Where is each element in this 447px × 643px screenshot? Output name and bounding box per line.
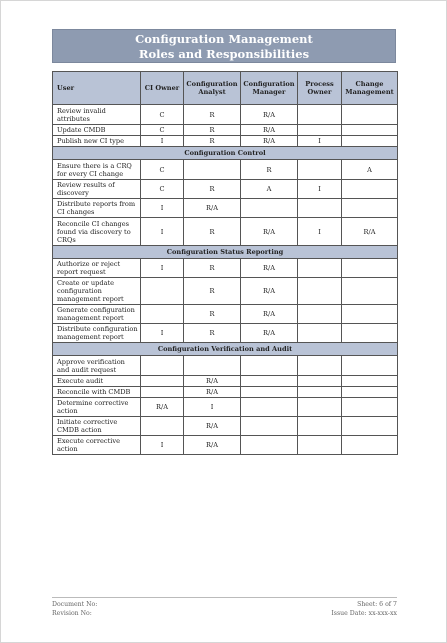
task-cell: Generate configuration management report [53,305,141,324]
table-row [53,356,398,376]
raci-value-cell: R/A [141,398,184,417]
raci-value-cell: I [184,398,241,417]
raci-value-cell: R [184,305,241,324]
raci-value-cell [141,387,184,398]
task-cell: Review results of discovery [53,180,141,199]
table-row [53,398,398,417]
raci-value-cell [141,305,184,324]
raci-value-cell: R/A [241,105,298,125]
header-ci-owner: CI Owner [141,72,184,105]
table-row [53,136,398,147]
task-cell: Distribute configuration management report [53,324,141,343]
task-cell: Initiate corrective CMDB action [53,417,141,436]
table-row [53,387,398,398]
raci-value-cell: R/A [184,199,241,218]
raci-value-cell [241,387,298,398]
raci-value-cell [241,417,298,436]
task-cell: Distribute reports from CI changes [53,199,141,218]
raci-value-cell: A [342,160,398,180]
header-configuration-manager: Configuration Manager [241,72,298,105]
raci-value-cell [298,324,342,343]
raci-value-cell: R/A [184,436,241,455]
raci-value-cell [141,356,184,376]
revision-number: Revision No: [52,610,92,617]
raci-value-cell [342,259,398,278]
raci-value-cell [141,376,184,387]
table-row [53,105,398,125]
raci-value-cell: R/A [241,324,298,343]
raci-value-cell [342,105,398,125]
section-title: Configuration Verification and Audit [53,343,398,356]
raci-value-cell: R/A [241,278,298,305]
raci-value-cell [342,436,398,455]
raci-value-cell [298,387,342,398]
raci-value-cell [342,376,398,387]
raci-value-cell [298,278,342,305]
section-row [53,147,398,160]
raci-table-body [53,105,398,455]
raci-value-cell [342,199,398,218]
raci-value-cell [342,417,398,436]
table-row [53,199,398,218]
raci-value-cell: R [184,324,241,343]
task-cell: Approve verification and audit request [53,356,141,376]
raci-value-cell: R/A [241,218,298,246]
table-row [53,180,398,199]
raci-value-cell [342,356,398,376]
task-cell: Reconcile CI changes found via discovery to CRQs [53,218,141,246]
raci-value-cell: A [241,180,298,199]
raci-value-cell: R/A [184,376,241,387]
header-change-management: Change Management [342,72,398,105]
raci-value-cell [298,398,342,417]
section-row [53,246,398,259]
raci-value-cell: R [184,180,241,199]
raci-value-cell: R/A [241,136,298,147]
raci-value-cell [241,356,298,376]
table-header-row [53,72,398,105]
table-row [53,417,398,436]
section-title: Configuration Status Reporting [53,246,398,259]
raci-value-cell: I [141,324,184,343]
raci-value-cell [342,324,398,343]
raci-value-cell: R [184,278,241,305]
raci-value-cell [241,376,298,387]
raci-value-cell: I [141,259,184,278]
raci-value-cell [298,125,342,136]
raci-value-cell [298,417,342,436]
raci-value-cell [184,160,241,180]
raci-value-cell [342,387,398,398]
raci-value-cell: R [184,218,241,246]
task-cell: Execute corrective action [53,436,141,455]
task-cell: Update CMDB [53,125,141,136]
raci-value-cell: R [184,105,241,125]
task-cell: Ensure there is a CRQ for every CI change [53,160,141,180]
raci-value-cell [342,180,398,199]
raci-table [52,71,398,455]
sheet-number: Sheet: 6 of 7 [357,601,397,608]
document-title [52,29,396,63]
raci-value-cell: R/A [184,417,241,436]
task-cell: Authorize or reject report request [53,259,141,278]
title-line-1: Configuration Management [135,32,313,46]
raci-value-cell: I [141,436,184,455]
raci-value-cell: C [141,160,184,180]
table-row [53,376,398,387]
raci-value-cell: I [141,218,184,246]
raci-value-cell [298,305,342,324]
raci-value-cell: R [184,136,241,147]
raci-value-cell [298,199,342,218]
table-row [53,125,398,136]
header-user: User [53,72,141,105]
footer-right [331,600,397,618]
raci-value-cell [141,278,184,305]
raci-value-cell [241,436,298,455]
title-line-2: Roles and Responsibilities [138,47,310,61]
raci-value-cell [298,259,342,278]
header-configuration-analyst: Configuration Analyst [184,72,241,105]
raci-value-cell [298,105,342,125]
raci-value-cell: R [184,125,241,136]
raci-value-cell [298,436,342,455]
raci-value-cell [241,199,298,218]
task-cell: Reconcile with CMDB [53,387,141,398]
task-cell: Execute audit [53,376,141,387]
raci-value-cell: I [141,136,184,147]
raci-value-cell: I [298,218,342,246]
section-title: Configuration Control [53,147,398,160]
raci-value-cell: R [241,160,298,180]
raci-value-cell: I [298,180,342,199]
raci-value-cell [342,136,398,147]
table-row [53,160,398,180]
table-row [53,218,398,246]
task-cell: Publish new CI type [53,136,141,147]
raci-value-cell [241,398,298,417]
table-row [53,259,398,278]
raci-value-cell: R/A [241,305,298,324]
raci-value-cell: R/A [184,387,241,398]
raci-value-cell [298,376,342,387]
raci-value-cell [342,305,398,324]
table-row [53,436,398,455]
issue-date: Issue Date: xx-xxx-xx [331,610,397,617]
raci-value-cell: I [298,136,342,147]
footer-left [52,600,97,618]
table-row [53,278,398,305]
raci-value-cell [298,160,342,180]
raci-value-cell [141,417,184,436]
table-row [53,305,398,324]
raci-value-cell: R [184,259,241,278]
task-cell: Create or update configuration management report [53,278,141,305]
raci-value-cell [184,356,241,376]
raci-value-cell [298,356,342,376]
raci-value-cell: R/A [342,218,398,246]
raci-value-cell: C [141,105,184,125]
header-process-owner: Process Owner [298,72,342,105]
raci-value-cell [342,125,398,136]
raci-value-cell: C [141,180,184,199]
task-cell: Review invalid attributes [53,105,141,125]
raci-value-cell [342,398,398,417]
document-number: Document No: [52,601,98,608]
section-row [53,343,398,356]
raci-value-cell: R/A [241,259,298,278]
raci-value-cell: R/A [241,125,298,136]
footer-divider [52,597,397,598]
raci-value-cell [342,278,398,305]
task-cell: Determine corrective action [53,398,141,417]
table-row [53,324,398,343]
raci-value-cell: C [141,125,184,136]
raci-value-cell: I [141,199,184,218]
